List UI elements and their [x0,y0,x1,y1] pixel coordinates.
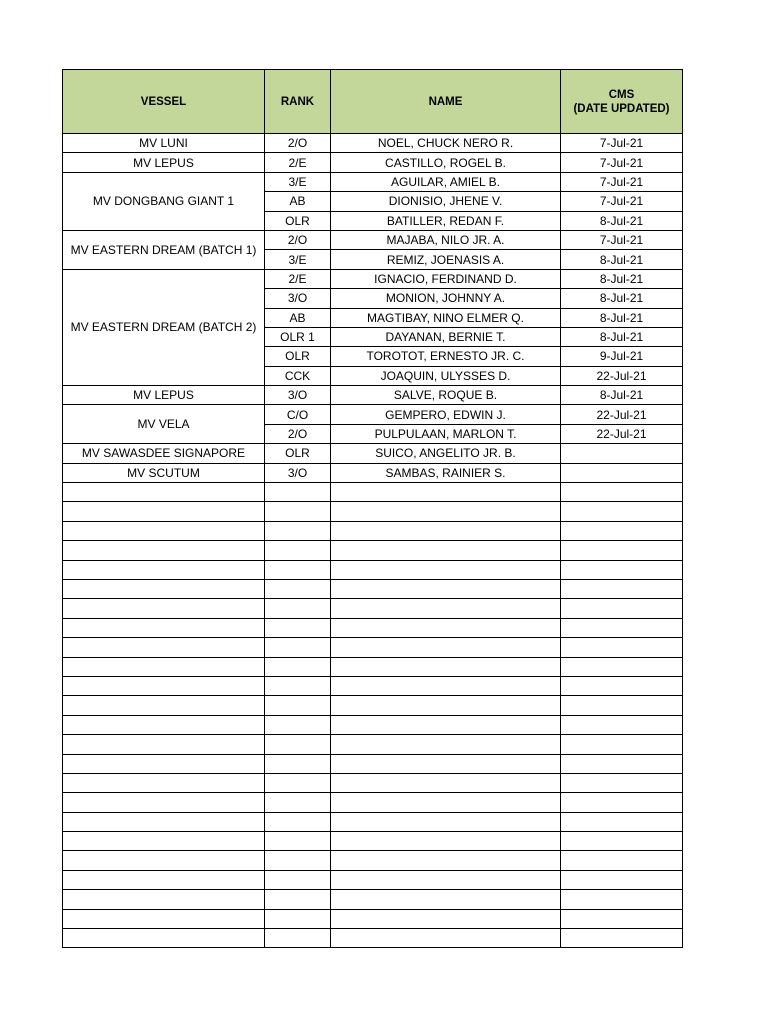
rank-cell: 3/O [265,386,331,405]
rank-cell: OLR 1 [265,327,331,346]
table-header [63,70,683,134]
cms-date-cell: 8-Jul-21 [561,250,683,269]
name-cell: REMIZ, JOENASIS A. [331,250,561,269]
rank-cell: 3/E [265,172,331,191]
table-row [63,172,683,191]
vessel-cell [63,676,265,695]
rank-cell [265,560,331,579]
empty-table-row [63,579,683,598]
empty-table-row [63,735,683,754]
empty-table-row [63,599,683,618]
cms-date-cell: 22-Jul-21 [561,366,683,385]
empty-table-row [63,832,683,851]
vessel-cell [63,890,265,909]
cms-date-cell: 8-Jul-21 [561,269,683,288]
name-cell [331,754,561,773]
cms-date-cell [561,560,683,579]
cms-date-cell: 9-Jul-21 [561,347,683,366]
empty-table-row [63,638,683,657]
rank-cell: OLR [265,211,331,230]
cms-date-cell: 7-Jul-21 [561,153,683,172]
cms-date-cell: 22-Jul-21 [561,424,683,443]
name-cell [331,541,561,560]
cms-header-line2: (DATE UPDATED) [573,102,670,115]
rank-cell: 3/E [265,250,331,269]
name-cell [331,870,561,889]
name-column-header: NAME [331,70,561,134]
cms-date-cell [561,715,683,734]
cms-date-cell [561,832,683,851]
name-cell [331,890,561,909]
name-cell: MAGTIBAY, NINO ELMER Q. [331,308,561,327]
rank-cell [265,521,331,540]
cms-date-cell [561,812,683,831]
cms-date-cell [561,676,683,695]
vessel-cell [63,929,265,948]
name-cell: SALVE, ROQUE B. [331,386,561,405]
name-cell [331,599,561,618]
rank-cell [265,618,331,637]
rank-cell [265,773,331,792]
crew-roster-table [62,69,683,948]
rank-cell [265,676,331,695]
vessel-cell [63,870,265,889]
cms-date-cell: 7-Jul-21 [561,134,683,153]
vessel-cell: MV SCUTUM [63,463,265,482]
empty-table-row [63,657,683,676]
vessel-cell: MV LEPUS [63,153,265,172]
rank-cell [265,696,331,715]
cms-date-cell: 7-Jul-21 [561,192,683,211]
cms-header-line1: CMS [608,88,635,101]
name-cell [331,521,561,540]
empty-table-row [63,870,683,889]
name-cell [331,676,561,695]
rank-cell [265,638,331,657]
vessel-cell [63,502,265,521]
rank-cell: 2/E [265,269,331,288]
cms-date-cell [561,909,683,928]
name-cell: DIONISIO, JHENE V. [331,192,561,211]
cms-date-cell: 7-Jul-21 [561,230,683,249]
name-cell [331,618,561,637]
vessel-column-header: VESSEL [63,70,265,134]
rank-cell: OLR [265,444,331,463]
rank-column-header: RANK [265,70,331,134]
vessel-cell [63,521,265,540]
rank-cell [265,929,331,948]
name-cell [331,502,561,521]
cms-date-cell [561,773,683,792]
empty-table-row [63,541,683,560]
name-cell [331,483,561,502]
table-row [63,153,683,172]
rank-cell [265,870,331,889]
vessel-cell [63,773,265,792]
empty-table-row [63,754,683,773]
cms-date-cell [561,502,683,521]
name-cell [331,909,561,928]
rank-cell [265,812,331,831]
rank-cell: 2/O [265,134,331,153]
rank-cell: C/O [265,405,331,424]
cms-date-cell [561,793,683,812]
name-cell [331,696,561,715]
cms-date-cell [561,579,683,598]
vessel-cell [63,618,265,637]
rank-cell [265,599,331,618]
cms-date-cell: 8-Jul-21 [561,308,683,327]
empty-table-row [63,715,683,734]
cms-date-cell: 8-Jul-21 [561,289,683,308]
cms-date-cell [561,444,683,463]
rank-cell: 2/E [265,153,331,172]
cms-date-cell [561,463,683,482]
cms-date-cell: 7-Jul-21 [561,172,683,191]
name-cell [331,715,561,734]
name-cell: SAMBAS, RAINIER S. [331,463,561,482]
vessel-cell [63,541,265,560]
rank-cell: CCK [265,366,331,385]
rank-cell [265,715,331,734]
empty-table-row [63,793,683,812]
cms-date-cell [561,541,683,560]
vessel-cell [63,638,265,657]
rank-cell [265,890,331,909]
empty-table-row [63,890,683,909]
name-cell: JOAQUIN, ULYSSES D. [331,366,561,385]
vessel-cell [63,657,265,676]
cms-date-cell [561,521,683,540]
cms-column-header [561,70,683,134]
vessel-cell [63,754,265,773]
vessel-cell: MV DONGBANG GIANT 1 [63,172,265,230]
vessel-cell: MV LEPUS [63,386,265,405]
empty-table-row [63,618,683,637]
name-cell: SUICO, ANGELITO JR. B. [331,444,561,463]
cms-date-cell: 8-Jul-21 [561,211,683,230]
name-cell: BATILLER, REDAN F. [331,211,561,230]
cms-date-cell [561,890,683,909]
cms-date-cell [561,754,683,773]
vessel-cell: MV SAWASDEE SIGNAPORE [63,444,265,463]
name-cell [331,638,561,657]
vessel-cell [63,793,265,812]
name-cell [331,657,561,676]
name-cell: TOROTOT, ERNESTO JR. C. [331,347,561,366]
cms-date-cell [561,618,683,637]
name-cell [331,793,561,812]
vessel-cell [63,909,265,928]
rank-cell: 2/O [265,424,331,443]
vessel-cell: MV VELA [63,405,265,444]
rank-cell [265,483,331,502]
rank-cell [265,735,331,754]
empty-table-row [63,929,683,948]
vessel-cell [63,832,265,851]
vessel-cell [63,812,265,831]
header-row [63,70,683,134]
rank-cell [265,657,331,676]
empty-table-row [63,773,683,792]
vessel-cell: MV EASTERN DREAM (BATCH 1) [63,230,265,269]
rank-cell: AB [265,308,331,327]
cms-date-cell [561,851,683,870]
cms-date-cell [561,483,683,502]
cms-date-cell [561,599,683,618]
name-cell: AGUILAR, AMIEL B. [331,172,561,191]
empty-table-row [63,676,683,695]
empty-table-row [63,521,683,540]
empty-table-row [63,851,683,870]
name-cell [331,851,561,870]
table-row [63,463,683,482]
table-row [63,405,683,424]
vessel-cell [63,579,265,598]
name-cell: IGNACIO, FERDINAND D. [331,269,561,288]
rank-cell [265,909,331,928]
empty-table-row [63,812,683,831]
rank-cell: 3/O [265,463,331,482]
rank-cell: 2/O [265,230,331,249]
name-cell: PULPULAAN, MARLON T. [331,424,561,443]
name-cell: DAYANAN, BERNIE T. [331,327,561,346]
table-row [63,230,683,249]
name-cell [331,735,561,754]
cms-date-cell [561,696,683,715]
table-row [63,386,683,405]
name-cell: MAJABA, NILO JR. A. [331,230,561,249]
rank-cell [265,541,331,560]
cms-date-cell [561,870,683,889]
vessel-cell [63,483,265,502]
empty-table-row [63,560,683,579]
rank-cell [265,502,331,521]
empty-table-row [63,483,683,502]
name-cell: CASTILLO, ROGEL B. [331,153,561,172]
cms-date-cell [561,929,683,948]
cms-date-cell [561,735,683,754]
vessel-cell [63,599,265,618]
table-body [63,134,683,948]
rank-cell [265,832,331,851]
vessel-cell [63,715,265,734]
vessel-cell: MV EASTERN DREAM (BATCH 2) [63,269,265,385]
empty-table-row [63,696,683,715]
rank-cell [265,851,331,870]
cms-date-cell: 8-Jul-21 [561,327,683,346]
vessel-cell [63,696,265,715]
rank-cell: OLR [265,347,331,366]
table-row [63,269,683,288]
rank-cell [265,754,331,773]
vessel-cell [63,851,265,870]
vessel-cell [63,560,265,579]
name-cell [331,929,561,948]
vessel-cell: MV LUNI [63,134,265,153]
cms-date-cell [561,657,683,676]
table-row [63,444,683,463]
vessel-cell [63,735,265,754]
name-cell [331,832,561,851]
name-cell: MONION, JOHNNY A. [331,289,561,308]
table-row [63,134,683,153]
name-cell: NOEL, CHUCK NERO R. [331,134,561,153]
rank-cell: AB [265,192,331,211]
cms-date-cell: 22-Jul-21 [561,405,683,424]
name-cell [331,560,561,579]
name-cell [331,579,561,598]
rank-cell [265,579,331,598]
cms-date-cell [561,638,683,657]
cms-date-cell: 8-Jul-21 [561,386,683,405]
name-cell: GEMPERO, EDWIN J. [331,405,561,424]
rank-cell: 3/O [265,289,331,308]
empty-table-row [63,502,683,521]
name-cell [331,812,561,831]
name-cell [331,773,561,792]
empty-table-row [63,909,683,928]
rank-cell [265,793,331,812]
